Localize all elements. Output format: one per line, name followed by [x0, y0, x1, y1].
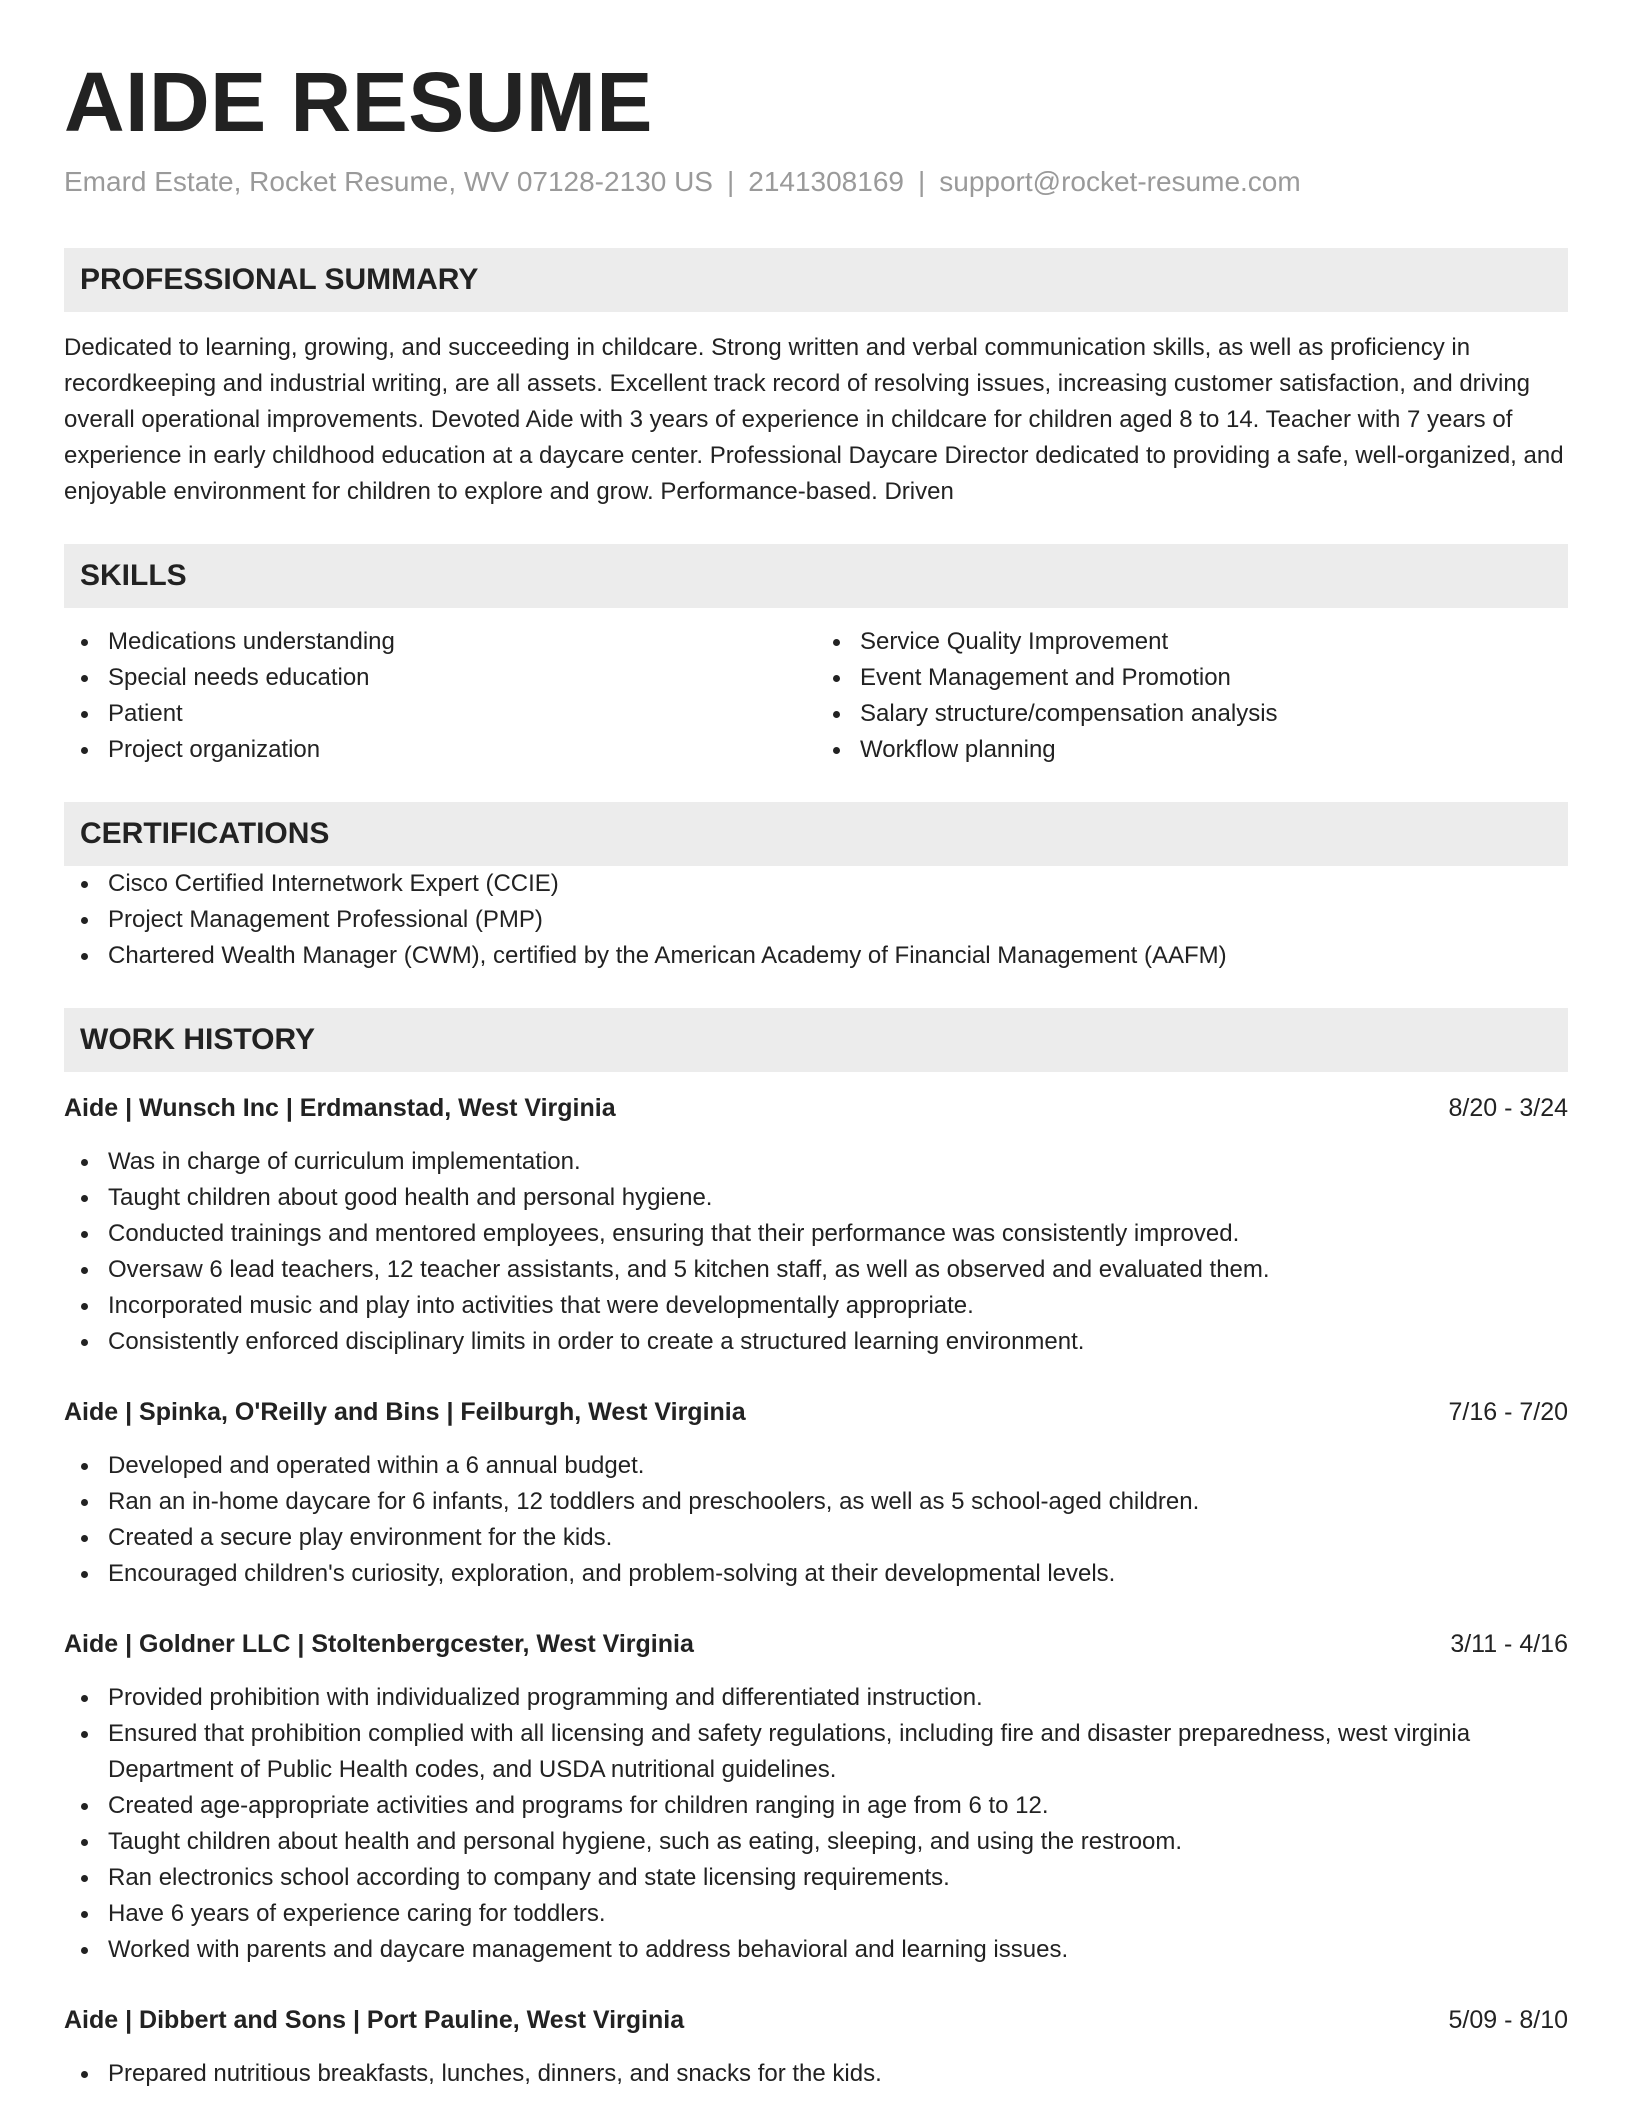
contact-separator: |: [917, 166, 926, 197]
job-title: Aide | Dibbert and Sons | Port Pauline, West Virginia: [64, 2006, 685, 2034]
job-duties-list: [64, 1448, 1568, 1592]
job-duty: Provided prohibition with individualized programming and differentiated instruction.: [64, 1680, 1568, 1716]
skills-list-left: [64, 624, 816, 768]
job-entry: [64, 2002, 1568, 2092]
job-title: Aide | Spinka, O'Reilly and Bins | Feilburgh, West Virginia: [64, 1398, 746, 1426]
skills-heading: SKILLS: [64, 544, 1568, 608]
job-duty: Worked with parents and daycare management to address behavioral and learning issues.: [64, 1932, 1568, 1968]
skill-item: Project organization: [64, 732, 816, 768]
summary-text: Dedicated to learning, growing, and succeeding in childcare. Strong written and verbal communication skills, as well as proficiency in recordkeeping and industrial writing, are all assets. Excellent track record of resolving issues, increasing customer satisfaction, and driving overall operational improvements. Devoted Aide with 3 years of experience in childcare for children aged 8 to 14. Teacher with 7 years of experience in early childhood education at a daycare center. Professional Daycare Director dedicated to providing a safe, well-organized, and enjoyable environment for children to explore and grow. Performance-based. Driven: [64, 334, 1564, 505]
job-header: [64, 1090, 1568, 1126]
work-history-heading: WORK HISTORY: [64, 1008, 1568, 1072]
job-entry: [64, 1394, 1568, 1592]
certification-item: Project Management Professional (PMP): [64, 902, 1568, 938]
job-duty: Developed and operated within a 6 annual budget.: [64, 1448, 1568, 1484]
job-duty: Ran an in-home daycare for 6 infants, 12 toddlers and preschoolers, as well as 5 school-aged children.: [64, 1484, 1568, 1520]
job-header: [64, 1394, 1568, 1430]
job-duty: Have 6 years of experience caring for toddlers.: [64, 1896, 1568, 1932]
skill-item: Patient: [64, 696, 816, 732]
job-duty: Taught children about good health and personal hygiene.: [64, 1180, 1568, 1216]
job-duty: Encouraged children's curiosity, exploration, and problem-solving at their developmental levels.: [64, 1556, 1568, 1592]
job-duty: Created age-appropriate activities and programs for children ranging in age from 6 to 12.: [64, 1788, 1568, 1824]
contact-separator: |: [726, 166, 735, 197]
skill-item: Special needs education: [64, 660, 816, 696]
skill-item: Event Management and Promotion: [816, 660, 1568, 696]
certifications-heading: CERTIFICATIONS: [64, 802, 1568, 866]
job-duty: Created a secure play environment for the kids.: [64, 1520, 1568, 1556]
certifications-section: [64, 802, 1568, 974]
job-dates: 8/20 - 3/24: [1448, 1094, 1568, 1122]
contact-address: Emard Estate, Rocket Resume, WV 07128-2130 US: [64, 166, 713, 197]
job-dates: 7/16 - 7/20: [1448, 1398, 1568, 1426]
job-dates: 3/11 - 4/16: [1450, 1630, 1568, 1658]
skill-item: Medications understanding: [64, 624, 816, 660]
skills-list-right: [816, 624, 1568, 768]
job-duty: Consistently enforced disciplinary limits in order to create a structured learning environment.: [64, 1324, 1568, 1360]
job-duty: Taught children about health and personal hygiene, such as eating, sleeping, and using the restroom.: [64, 1824, 1568, 1860]
job-title: Aide | Wunsch Inc | Erdmanstad, West Virginia: [64, 1094, 616, 1122]
job-duties-list: [64, 1144, 1568, 1360]
job-duty: Incorporated music and play into activities that were developmentally appropriate.: [64, 1288, 1568, 1324]
job-entry: [64, 1090, 1568, 1360]
skills-grid: [64, 624, 1568, 768]
job-duty: Conducted trainings and mentored employees, ensuring that their performance was consistently improved.: [64, 1216, 1568, 1252]
job-duty: Was in charge of curriculum implementation.: [64, 1144, 1568, 1180]
job-entry: [64, 1626, 1568, 1968]
work-history-section: [64, 1008, 1568, 2092]
job-title: Aide | Goldner LLC | Stoltenbergcester, West Virginia: [64, 1630, 694, 1658]
job-header: [64, 2002, 1568, 2038]
skills-section: [64, 544, 1568, 768]
job-duty: Ran electronics school according to company and state licensing requirements.: [64, 1860, 1568, 1896]
summary-heading: PROFESSIONAL SUMMARY: [64, 248, 1568, 312]
resume-title: AIDE RESUME: [64, 55, 653, 149]
job-duties-list: [64, 1680, 1568, 1968]
certification-item: Cisco Certified Internetwork Expert (CCIE): [64, 866, 1568, 902]
job-header: [64, 1626, 1568, 1662]
job-duties-list: [64, 2056, 1568, 2092]
job-duty: Prepared nutritious breakfasts, lunches, dinners, and snacks for the kids.: [64, 2056, 1568, 2092]
job-duty: Oversaw 6 lead teachers, 12 teacher assistants, and 5 kitchen staff, as well as observed and evaluated them.: [64, 1252, 1568, 1288]
contact-line: [64, 164, 1568, 200]
summary-section: [64, 248, 1568, 510]
certifications-list: [64, 866, 1568, 974]
skill-item: Service Quality Improvement: [816, 624, 1568, 660]
skill-item: Workflow planning: [816, 732, 1568, 768]
skill-item: Salary structure/compensation analysis: [816, 696, 1568, 732]
certification-item: Chartered Wealth Manager (CWM), certified by the American Academy of Financial Management (AAFM): [64, 938, 1568, 974]
job-dates: 5/09 - 8/10: [1448, 2006, 1568, 2034]
job-duty: Ensured that prohibition complied with all licensing and safety regulations, including fire and disaster preparedness, west virginia Department of Public Health codes, and USDA nutritional guidelines.: [64, 1716, 1568, 1788]
contact-email: support@rocket-resume.com: [939, 166, 1301, 197]
contact-phone: 2141308169: [748, 166, 904, 197]
